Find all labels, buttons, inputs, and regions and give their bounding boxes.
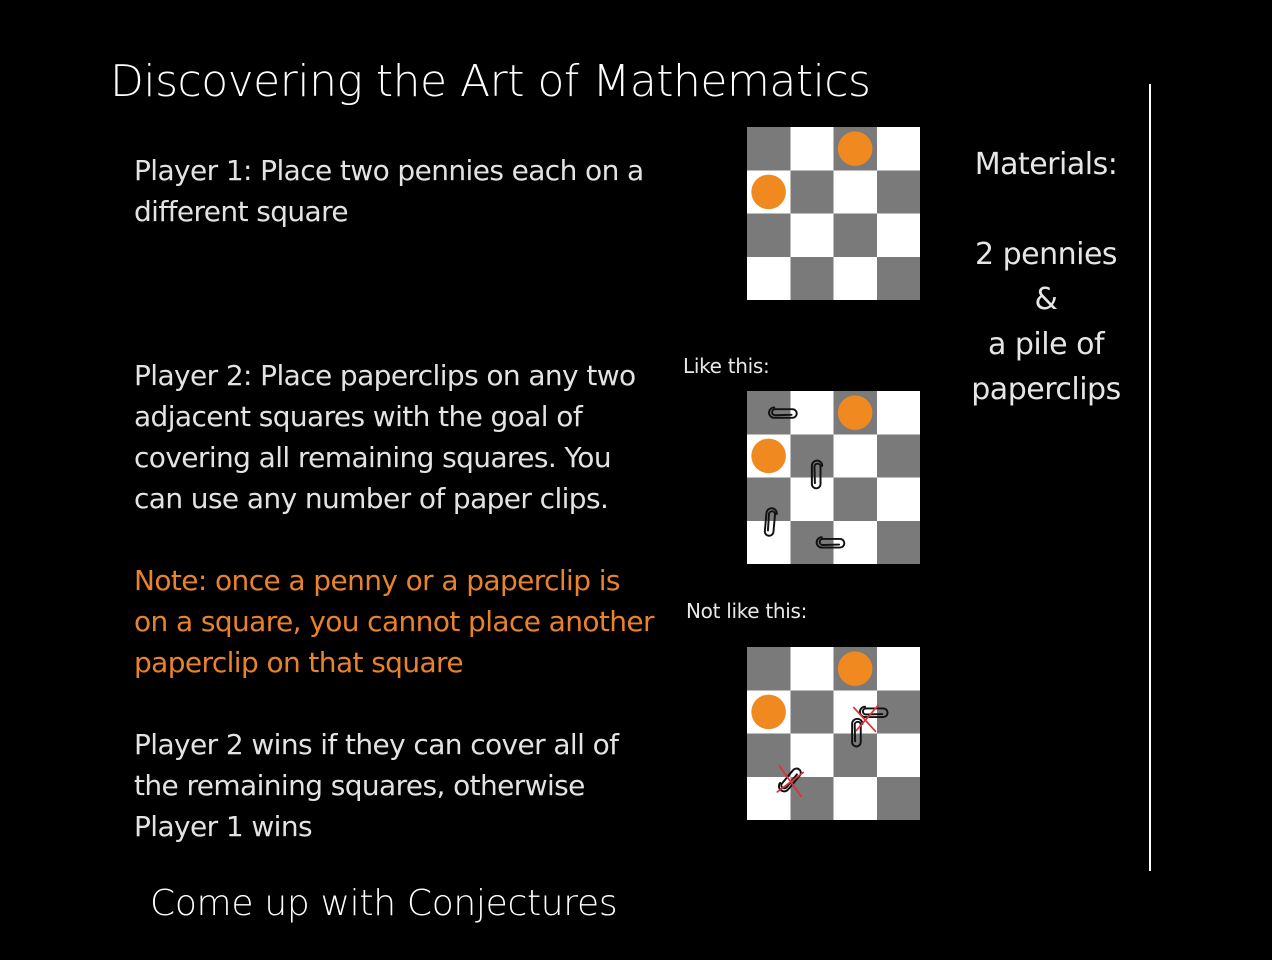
board-square bbox=[877, 127, 920, 170]
like-this-label: Like this: bbox=[683, 354, 770, 378]
board-square bbox=[877, 170, 920, 213]
board-square bbox=[834, 478, 877, 521]
penny-icon bbox=[838, 395, 873, 430]
board-valid-example bbox=[747, 391, 920, 564]
board-square bbox=[877, 214, 920, 257]
penny-icon bbox=[751, 439, 786, 474]
board-square bbox=[877, 734, 920, 777]
board-square bbox=[790, 777, 833, 820]
penny-icon bbox=[838, 131, 873, 166]
materials-ampersand: & bbox=[1034, 282, 1058, 317]
board-square bbox=[747, 214, 790, 257]
materials-heading: Materials: bbox=[974, 147, 1118, 182]
materials-paperclips: paperclips bbox=[971, 372, 1121, 407]
board-square bbox=[877, 777, 920, 820]
penny-icon bbox=[751, 175, 786, 210]
materials-spacer bbox=[960, 187, 1132, 232]
penny-icon bbox=[838, 651, 873, 686]
board-square bbox=[747, 257, 790, 300]
board-square bbox=[834, 214, 877, 257]
materials-list bbox=[960, 142, 1132, 412]
materials-pile: a pile of bbox=[987, 327, 1105, 362]
board-square bbox=[877, 257, 920, 300]
board-square bbox=[747, 734, 790, 777]
board-square bbox=[790, 257, 833, 300]
board-square bbox=[747, 777, 790, 820]
board-square bbox=[834, 257, 877, 300]
board-square bbox=[790, 127, 833, 170]
slide-title: Discovering the Art of Mathematics bbox=[110, 56, 871, 107]
board-squares bbox=[747, 127, 920, 300]
player2-rule: Player 2: Place paperclips on any two adjacent squares with the goal of covering all remaining squares. You can use any number of paper clips. bbox=[134, 359, 636, 515]
board-square bbox=[790, 214, 833, 257]
board-square bbox=[834, 170, 877, 213]
player1-rule: Player 1: Place two pennies each on a different square bbox=[134, 154, 644, 228]
board-square bbox=[834, 777, 877, 820]
board-square bbox=[747, 127, 790, 170]
board-square bbox=[877, 690, 920, 733]
vertical-divider bbox=[1149, 84, 1151, 871]
win-condition: Player 2 wins if they can cover all of the remaining squares, otherwise Player 1 wins bbox=[134, 728, 619, 843]
footer-caption: Come up with Conjectures bbox=[150, 883, 618, 924]
penny-icon bbox=[751, 695, 786, 730]
board-square bbox=[877, 391, 920, 434]
board-square bbox=[790, 521, 833, 564]
note-text: Note: once a penny or a paperclip is on a square, you cannot place another paperclip on that square bbox=[134, 564, 654, 679]
board-square bbox=[877, 434, 920, 477]
board-square bbox=[790, 647, 833, 690]
board-square bbox=[877, 647, 920, 690]
board-square bbox=[877, 478, 920, 521]
board-squares bbox=[747, 647, 920, 820]
board-square bbox=[790, 690, 833, 733]
board-square bbox=[834, 434, 877, 477]
board-square bbox=[790, 734, 833, 777]
materials-pennies: 2 pennies bbox=[974, 237, 1118, 272]
board-square bbox=[790, 170, 833, 213]
board-invalid-example bbox=[747, 647, 920, 820]
board-square bbox=[877, 521, 920, 564]
board-pennies-only bbox=[747, 127, 920, 300]
not-like-this-label: Not like this: bbox=[686, 599, 808, 623]
board-square bbox=[834, 521, 877, 564]
board-square bbox=[747, 647, 790, 690]
